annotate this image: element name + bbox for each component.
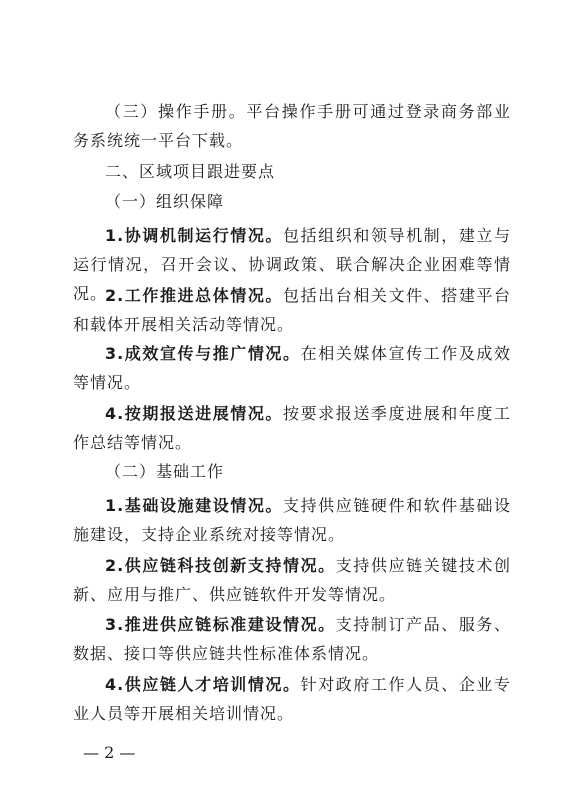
subsection-heading-basic-work: （二）基础工作 [105, 462, 225, 481]
paragraph-text: 在相关媒体宣传工作及成效等情况。 [73, 344, 511, 392]
paragraph-text: （三）操作手册。平台操作手册可通过登录商务部业务系统统一平台下载。 [73, 102, 511, 150]
paragraph-text: 包括组织和领导机制，建立与运行情况，召开会议、协调政策、联合解决企业困难等情况。 [73, 226, 511, 303]
paragraph-operation-manual [73, 97, 511, 155]
paragraph-publicity-promotion [73, 339, 511, 397]
paragraph-lead: 3.推进供应链标准建设情况。 [105, 615, 336, 634]
section-heading-regional-project: 二、区域项目跟进要点 [105, 162, 276, 181]
paragraph-text: 支持制订产品、服务、数据、接口等供应链共性标准体系情况。 [73, 615, 511, 663]
paragraph-lead: 4.按期报送进展情况。 [105, 404, 284, 423]
paragraph-tech-innovation [73, 551, 511, 609]
paragraph-standards [73, 610, 511, 668]
paragraph-progress-reporting [73, 399, 511, 457]
paragraph-lead: 3.成效宣传与推广情况。 [105, 344, 301, 363]
paragraph-text: 针对政府工作人员、企业专业人员等开展相关培训情况。 [73, 675, 511, 723]
paragraph-talent-training [73, 670, 511, 728]
paragraph-work-progress [73, 281, 511, 339]
paragraph-infrastructure [73, 491, 511, 549]
paragraph-lead: 2.工作推进总体情况。 [105, 286, 284, 305]
paragraph-lead: 4.供应链人才培训情况。 [105, 675, 301, 694]
page-number: — 2 — [83, 743, 136, 762]
paragraph-text: 按要求报送季度进展和年度工作总结等情况。 [73, 404, 511, 452]
paragraph-lead: 1.协调机制运行情况。 [105, 226, 284, 245]
paragraph-lead: 1.基础设施建设情况。 [105, 496, 284, 515]
paragraph-text: 支持供应链硬件和软件基础设施建设，支持企业系统对接等情况。 [73, 496, 511, 544]
paragraph-text: 包括出台相关文件、搭建平台和载体开展相关活动等情况。 [73, 286, 511, 334]
paragraph-text: 支持供应链关键技术创新、应用与推广、供应链软件开发等情况。 [73, 556, 511, 604]
subsection-heading-organization: （一）组织保障 [105, 192, 225, 211]
paragraph-lead: 2.供应链科技创新支持情况。 [105, 556, 336, 575]
